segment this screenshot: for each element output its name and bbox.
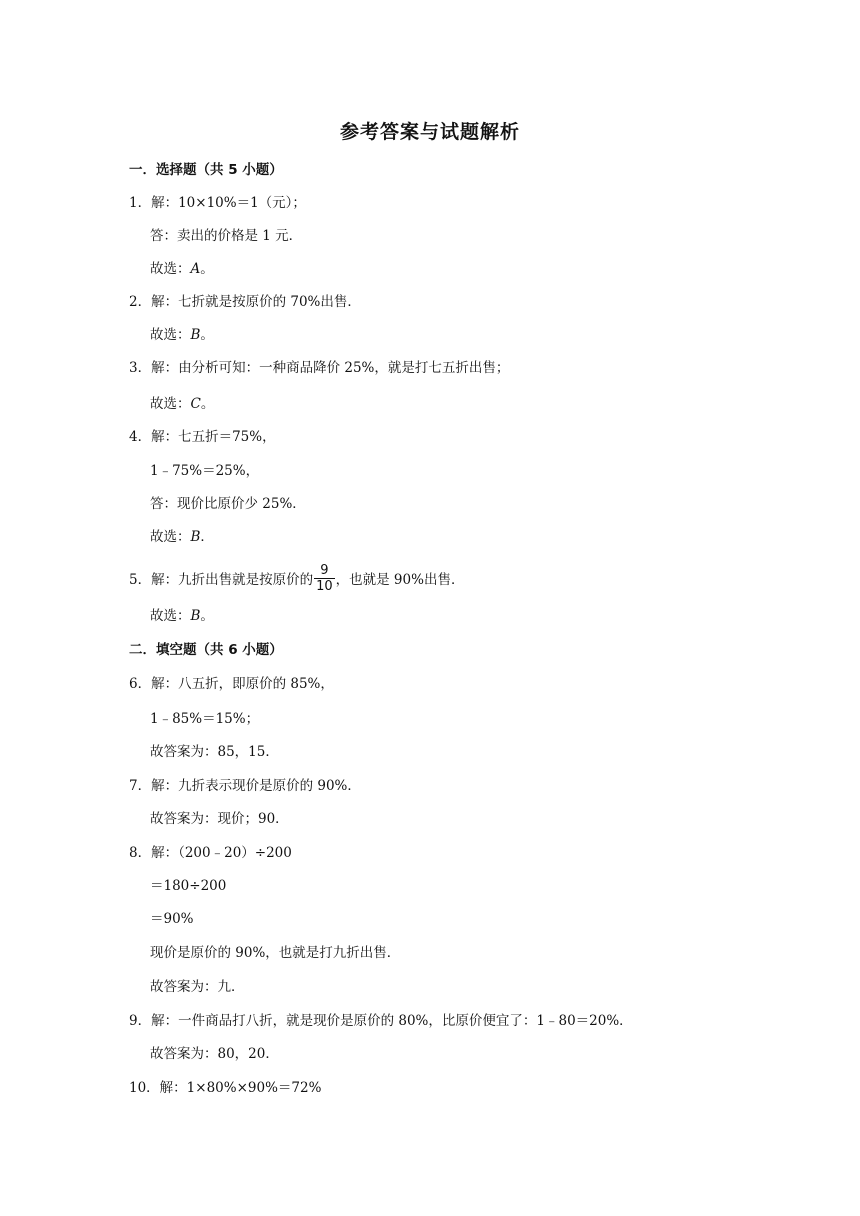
answer-4-choice [150,527,214,547]
answer-1-conclusion: 答：卖出的价格是 1 元． [150,228,303,244]
answer-8-line: 8．解：（200﹣20）÷200 [129,845,292,861]
answer-6-result: 故答案为：85，15． [150,744,279,760]
answer-4-conclusion: 答：现价比原价少 25%． [150,496,306,512]
choice-label: 故选： [150,327,191,343]
section-heading-fill-blank: 二．填空题（共 6 小题） [129,642,283,658]
section-heading-multiple-choice: 一．选择题（共 5 小题） [129,162,283,178]
answer-1-line: 1．解：10×10%＝1（元）； [129,195,306,211]
choice-punct: 。 [200,327,214,343]
answer-2-choice [150,325,214,345]
answer-6-step: 1﹣85%＝15%； [150,711,260,727]
answer-8-explanation: 现价是原价的 90%，也就是打九折出售． [150,945,401,961]
fraction-numerator: 9 [320,563,329,578]
answer-8-result: 故答案为：九． [150,979,245,995]
answer-10-line: 10．解：1×80%×90%＝72% [129,1080,322,1096]
choice-label: 故选： [150,396,191,412]
choice-letter: B [190,529,201,545]
choice-label: 故选： [150,261,191,277]
answer-2-line: 2．解：七折就是按原价的 70%出售． [129,294,361,310]
choice-punct: 。 [200,608,214,624]
answer-4-step: 1﹣75%＝25%， [150,463,260,479]
answer-9-line: 9．解：一件商品打八折，就是现价是原价的 80%，比原价便宜了：1﹣80＝20%． [129,1013,633,1029]
answer-5-text-before: 5．解：九折出售就是按原价的 [129,572,314,588]
answer-8-step-2: ＝90% [150,911,194,927]
answer-1-choice [150,259,214,279]
answer-5-choice [150,606,214,626]
choice-letter: C [190,396,201,412]
choice-label: 故选： [150,608,191,624]
choice-letter: B [190,327,201,343]
fraction-nine-tenths [314,563,335,594]
answer-5-line [129,565,464,596]
answer-9-result: 故答案为：80，20． [150,1046,279,1062]
answer-8-step-1: ＝180÷200 [150,878,227,894]
page-title: 参考答案与试题解析 [339,121,520,143]
choice-punct: 。 [200,396,215,412]
fraction-denominator: 10 [316,579,333,594]
answer-4-line: 4．解：七五折＝75%， [129,429,276,445]
answer-7-line: 7．解：九折表示现价是原价的 90%． [129,778,361,794]
choice-letter: A [190,261,201,277]
choice-punct: ． [200,529,214,545]
choice-letter: B [190,608,201,624]
answer-5-text-after: ，也就是 90%出售． [335,572,465,588]
choice-label: 故选： [150,529,191,545]
answer-7-result: 故答案为：现价；90． [150,811,289,827]
answer-3-line: 3．解：由分析可知：一种商品降价 25%，就是打七五折出售； [129,360,510,376]
choice-punct: 。 [200,261,214,277]
answer-3-choice [150,394,214,414]
answer-6-line: 6．解：八五折，即原价的 85%， [129,676,334,692]
